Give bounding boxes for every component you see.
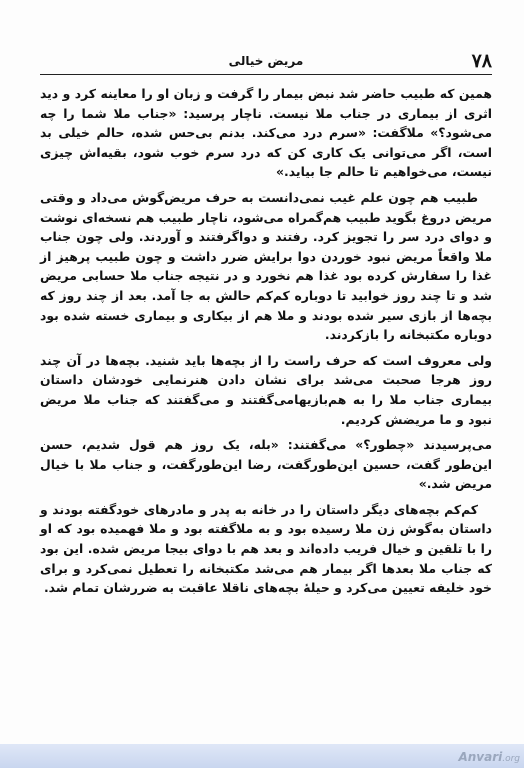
paragraph-5: کم‌کم بچه‌های دیگر داستان را در خانه به پدر و مادرهای خودگفته بودند و داستان به‌گوش زن ملا رسیده بود و به ملاگفته بود و ملا فهمیده بود که او را با تلقین و خیال فریب داده‌اند و بعد هم با دوای بیجا مریض شده. این بود که جناب ملا بعدها اگر بیمار هم می‌شد مکتبخانه را تعطیل نمی‌کرد و برای خود خلیفه تعیین می‌کرد و حیلهٔ بچه‌های ناقلا عاقبت به ضررشان تمام شد.: [40, 501, 492, 596]
site-watermark: [458, 750, 520, 764]
watermark-main: Anvari: [458, 750, 503, 764]
footer-band: [0, 744, 524, 768]
paragraph-3: ولی معروف است که حرف راست را از بچه‌ها باید شنید. بچه‌ها در آن چند روز هرجا صحبت می‌شد برای نشان دادن هنرنمایی خودشان داستان بیماری جناب ملا را به هم‌بازیهامی‌گفتند و می‌گفتند که جناب ملا مریض نبود و ما مریضش کردیم.: [40, 352, 492, 427]
page-header: [40, 52, 492, 74]
page-number: ۷۸: [471, 50, 492, 72]
body-text: [40, 84, 492, 604]
running-title: مریض خیالی: [228, 54, 304, 68]
header-divider: [40, 74, 492, 75]
paragraph-2: طبیب هم چون علم غیب نمی‌دانست به حرف مریض‌گوش می‌داد و وقتی مریض دروغ بگوید طبیب هم‌گمراه می‌شود، ناچار طبیب هم نسخه‌ای نوشت و دوای درد سر را تجویز کرد. رفتند و دواگرفتند و آوردند. ولی چون جناب ملا واقعاً مریض نبود خوردن دوا برایش ضرر داشت و چون طبیب پرهیز از غذا را سفارش کرده بود غذا هم نخورد و در نتیجه جناب ملا حسابی مریض شد و تا چند روز خوابید تا دوباره کم‌کم حالش به جا آمد. بعد از چند روز که بچه‌ها از بازی سیر شده بودند و ملا هم از بیکاری و بیماری خسته شده بود دوباره مکتبخانه را بازکردند.: [40, 189, 492, 343]
paragraph-4: می‌پرسیدند «چطور؟» می‌گفتند: «بله، یک روز هم قول شدیم، حسن این‌طور گفت، حسین این‌طورگفت، رضا این‌طورگفت، و جناب ملا با خیال مریض شد.»: [40, 437, 492, 492]
paragraph-1: همین که طبیب حاضر شد نبض بیمار را گرفت و زبان او را معاینه کرد و دید اثری از بیماری در جناب ملا نیست. ناچار پرسید: «جناب ملا شما را چه می‌شود؟» ملاگفت: «سرم درد می‌کند. بدنم بی‌حس شده، حالم خیلی بد است، اگر می‌توانی یک کاری کن که درد سرم خوب شود، بقیه‌اش چیزی نیست، می‌خواهیم تا حالم جا بیاید.»: [40, 86, 492, 180]
watermark-tld: .org: [502, 754, 520, 764]
